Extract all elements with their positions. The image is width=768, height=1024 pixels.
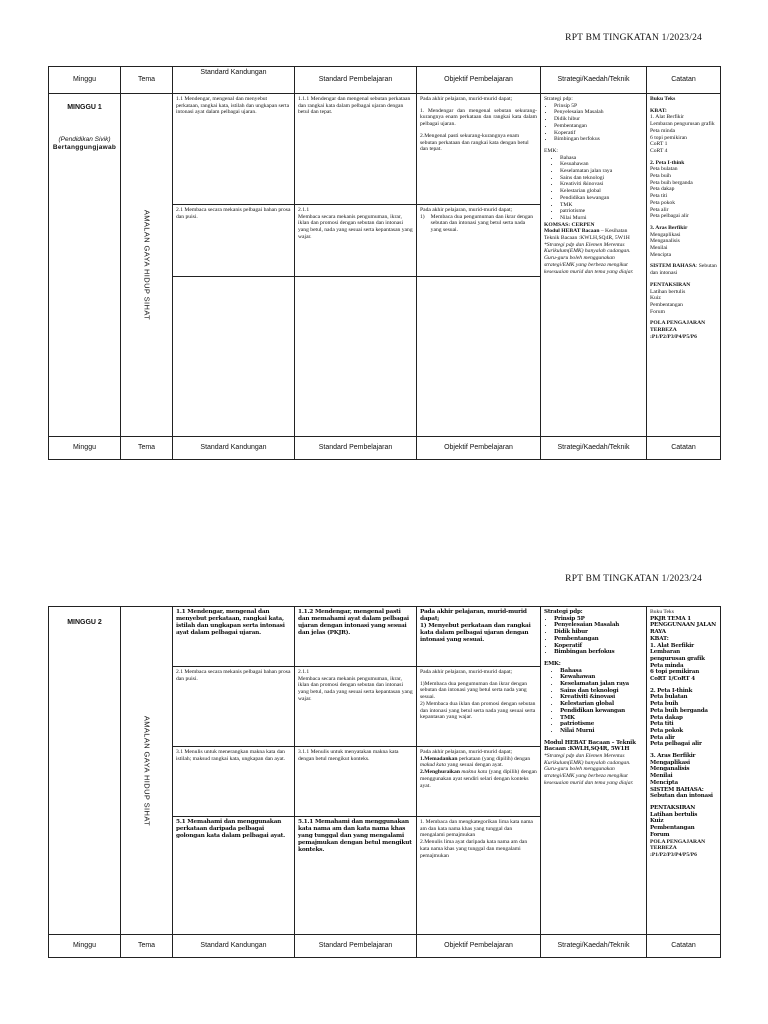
kbat-label: KBAT:: [650, 107, 667, 114]
footer-standard-pembelajaran: Standard Pembelajaran: [295, 935, 417, 958]
op-verb: 1.Memadankan: [420, 755, 458, 762]
list-item: • Pembentangan: [554, 636, 643, 643]
peta-heading: 2. Peta I-think: [650, 159, 685, 166]
list-item: Peta buih: [650, 701, 679, 708]
sk-cell-empty: [173, 277, 295, 437]
footer-catatan: Catatan: [647, 437, 721, 460]
op-line: Membaca dua pengumuman dan ikrar dengan sebutan dan intonasi yang betul serta nada yang sesuai.: [430, 213, 534, 234]
footer-minggu: Minggu: [49, 935, 121, 958]
list-item: • Kelestarian global: [560, 188, 643, 195]
list-item: 6 topi pemikiran: [650, 134, 687, 141]
sp-cell: 5.1.1 Memahami dan menggunakan kata nama am dan kata nama khas yang tunggal dan yang mengalami pemajmukan dengan betul mengikut konteks.: [295, 817, 417, 935]
document-title: RPT BM TINGKATAN 1/2023/24: [565, 33, 702, 43]
list-item: • Kreativiti &inovasi: [560, 181, 643, 188]
catatan-cell: [647, 607, 721, 935]
list-item: • TMK: [560, 715, 643, 722]
pdp-list: [544, 616, 643, 656]
list-item: • Bimbingan berfokus: [554, 136, 643, 143]
sp-cell: 1.1.2 Mendengar, mengenal pasti dan memahami ayat dalam pelbagai ujaran dengan intonasi yang sesuai dan jelas (PKJR).: [295, 607, 417, 667]
aras-heading: 3. Aras Berfikir: [650, 224, 688, 231]
list-item: Lembaran pengurusan grafik: [650, 121, 715, 128]
emk-list: [544, 155, 643, 222]
list-item: Peta titi: [650, 193, 668, 200]
op-text: perkataan (yang dipilih) dengan: [457, 755, 531, 762]
list-item: CoRT 1: [650, 141, 668, 148]
strategi-note: *Strategi pdp dan Elemen Merentas Kurikulum(EMK) hanyalah cadangan. Guru-guru boleh menggunakan strategi/EMK yang berbeza mengikut kesesuaian murid dan tema yang diajar.: [544, 753, 634, 786]
list-item: Latihan bertulis: [650, 811, 698, 818]
list-item: • Bahasa: [560, 668, 643, 675]
list-item: Menilai: [650, 773, 673, 780]
list-item: • Pendidikan kewangan: [560, 708, 643, 715]
footer-standard-kandungan: Standard Kandungan: [173, 935, 295, 958]
list-item: Forum: [650, 831, 670, 838]
tema-cell: [121, 607, 173, 935]
list-item: Mencipta: [650, 779, 678, 786]
footer-standard-pembelajaran: Standard Pembelajaran: [295, 437, 417, 460]
sk-cell: 3.1 Menulis untuk menerangkan makna kata dan istilah; maksud rangkai kata, ungkapan dan ayat.: [173, 747, 295, 817]
kbat-label: KBAT:: [650, 635, 669, 642]
list-item: Mencipta: [650, 251, 672, 258]
op-num: 1): [420, 213, 425, 220]
header-standard-kandungan: Standard Kandungan: [173, 67, 295, 94]
pola-value: :P1/P2/P3/P4/P5/P6: [650, 333, 697, 340]
footer-strategi: Strategi/Kaedah/Teknik: [541, 437, 647, 460]
list-item: • Prinsip 5P: [554, 616, 643, 623]
list-item: Forum: [650, 308, 665, 315]
list-item: Menilai: [650, 245, 668, 252]
pentaksiran-heading: PENTAKSIRAN: [650, 804, 696, 811]
pentaksiran-heading: PENTAKSIRAN: [650, 281, 691, 288]
pola-heading: POLA PENGAJARAN TERBEZA: [650, 838, 706, 852]
op-line: 2.Mengenal pasti sekurang-kurangnya enam sebutan perkataan dan rangkai kata dengan betul dan tepat.: [420, 132, 529, 153]
list-item: Peta bulatan: [650, 166, 678, 173]
sistem-heading: SISTEM BAHASA: [650, 263, 696, 270]
list-item: • Pembentangan: [554, 123, 643, 130]
op-text: (yang dipilih) dengan menggunakan ayat sendiri selari dengan konteks ayat.: [420, 769, 537, 789]
rpt-table-week-2: [48, 606, 721, 958]
sp-text: Membaca secara mekanis pengumuman, ikrar, iklan dan promosi dengan sebutan dan intonasi yang betul, nada yang sesuai serta kepantasan yang wajar.: [298, 675, 413, 702]
strategi-intro: Strategi pdp:: [544, 96, 573, 102]
footer-tema: Tema: [121, 935, 173, 958]
footer-standard-kandungan: Standard Kandungan: [173, 437, 295, 460]
op-line: 2) Membaca dua iklan dan promosi dengan sebutan dan intonasi yang betul serta nada yang sesuai serta kepantasan yang wajar.: [420, 700, 536, 721]
header-standard-pembelajaran: Standard Pembelajaran: [295, 67, 417, 94]
tema-label: AMALAN GAYA HIDUP SIHAT: [142, 715, 151, 826]
pola-heading: POLA PENGAJARAN TERBEZA: [650, 320, 706, 334]
op-line: 1. Mendengar dan mengenal sebutan sekurang-kurangnya enam perkataan dan rangkai kata dalam pelbagai ujaran.: [420, 107, 537, 128]
sp-code: 2.1.1: [298, 207, 310, 213]
list-item: Menganalisis: [650, 766, 690, 773]
sp-code: 2.1.1: [298, 669, 310, 675]
footer-objektif: Objektif Pembelajaran: [417, 935, 541, 958]
list-item: Latihan bertulis: [650, 288, 686, 295]
list-item: CoRT 1/CoRT 4: [650, 676, 695, 683]
op-cell: [417, 94, 541, 205]
footer-catatan: Catatan: [647, 935, 721, 958]
list-item: Kuiz: [650, 818, 664, 825]
strategi-cell: [541, 607, 647, 935]
list-item: Peta pokok: [650, 199, 676, 206]
list-item: • Sains dan teknologi: [560, 688, 643, 695]
sk-cell: 1.1 Mendengar, mengenal dan menyebut perkataan, rangkai kata, istilah dan ungkapan serta intonasi ayat dalam pelbagai ujaran.: [173, 607, 295, 667]
op-verb: 2.Menghuraikan: [420, 769, 460, 776]
komsas-label: KOMSAS: CERPEN: [544, 221, 595, 228]
list-item: • Keselamatan jalan raya: [560, 168, 643, 175]
teknik-label: Teknik Bacaan :KWLH,SQ4R, 5W1H: [544, 235, 630, 242]
buku-teks-label: Buku Teks: [650, 96, 676, 102]
list-item: Peta buih berganda: [650, 707, 708, 714]
list-item: • Kelestarian global: [560, 701, 643, 708]
buku-teks-label: Buku Teks: [650, 609, 674, 615]
footer-objektif: Objektif Pembelajaran: [417, 437, 541, 460]
list-item: Peta minda: [650, 127, 676, 134]
list-item: • Kreativiti &inovasi: [560, 694, 643, 701]
op-line: Pada akhir pelajaran, murid-murid dapat;: [420, 96, 513, 102]
sk-cell: 2.1 Membaca secara mekanis pelbagai bahan prosa dan puisi.: [173, 667, 295, 747]
header-tema: Tema: [121, 67, 173, 94]
op-line: Pada akhir pelajaran, murid-murid dapat;: [420, 609, 527, 622]
op-intro: Pada akhir pelajaran, murid-murid dapat;: [420, 749, 513, 755]
list-item: Kuiz: [650, 295, 661, 302]
list-item: • Pendidikan kewangan: [560, 195, 643, 202]
list-item: • Bimbingan berfokus: [554, 649, 643, 656]
list-item: • Penyelesaian Masalah: [554, 622, 643, 629]
list-item: Peta minda: [650, 662, 684, 669]
tema-label: AMALAN GAYA HIDUP SIHAT: [142, 209, 151, 321]
list-item: • Nilai Murni: [560, 215, 643, 222]
list-item: Peta buih berganda: [650, 179, 693, 186]
civic-label: (Pendidikan Sivik): [58, 136, 111, 144]
sistem-heading: SISTEM BAHASA:: [650, 786, 704, 793]
list-item: • Didik hibur: [554, 116, 643, 123]
sistem-value: : Sebutan dan intonasi: [650, 263, 717, 277]
alat-heading: 1. Alat Berfikir: [650, 642, 694, 649]
rpt-table-week-1: [48, 66, 721, 460]
list-item: Peta dakap: [650, 714, 683, 721]
table-row: [49, 607, 721, 667]
week-label: MINGGU 2: [67, 619, 102, 626]
op-cell-empty: [417, 277, 541, 437]
header-catatan: Catatan: [647, 67, 721, 94]
list-item: Mengaplikasi: [650, 231, 681, 238]
list-item: Peta alir: [650, 734, 675, 741]
sk-cell: 5.1 Memahami dan menggunakan perkataan daripada pelbagai golongan kata dalam pelbagai ayat.: [173, 817, 295, 935]
list-item: • Koperatif: [554, 130, 643, 137]
sp-cell: 3.1.1 Menulis untuk menyatakan makna kata dengan betul mengikut konteks.: [295, 747, 417, 817]
sp-cell: [295, 667, 417, 747]
modul-label: Modul HEBAT Bacaan – Teknik Bacaan :KWLH,SQ4R, 5W1H: [544, 739, 636, 753]
header-objektif: Objektif Pembelajaran: [417, 67, 541, 94]
peta-heading: 2. Peta I-think: [650, 687, 693, 694]
list-item: • Didik hibur: [554, 629, 643, 636]
list-item: • patriotisme: [560, 208, 643, 215]
list-item: Peta pelbagai alir: [650, 741, 702, 748]
footer-tema: Tema: [121, 437, 173, 460]
footer-strategi: Strategi/Kaedah/Teknik: [541, 935, 647, 958]
op-italic: makud kata: [420, 762, 446, 769]
list-item: 6 topi pemikiran: [650, 669, 700, 676]
list-item: • Prinsip 5P: [554, 103, 643, 110]
week-cell: [49, 94, 121, 437]
sp-cell: 1.1.1 Mendengar dan mengenal sebutan perkataan dan rangkai kata dalam pelbagai ujaran dengan betul dan tepat.: [295, 94, 417, 205]
sistem-value: Sebutan dan intonasi: [650, 793, 713, 800]
footer-minggu: Minggu: [49, 437, 121, 460]
pdp-list: [544, 103, 643, 143]
op-cell: [417, 607, 541, 667]
list-item: • Sains dan teknologi: [560, 175, 643, 182]
sk-cell: 2.1 Membaca secara mekanis pelbagai bahan prosa dan puisi.: [173, 205, 295, 277]
emk-title: EMK:: [544, 147, 558, 154]
week-cell: [49, 607, 121, 935]
list-item: Peta alir: [650, 206, 669, 213]
op-line: 1. Membaca dan mengkategorikan lima kata nama am dan kata nama khas yang tunggal dan mengalami pemajmukan: [420, 819, 533, 839]
op-line: 1)Membaca dua pengumuman dan ikrar dengan sebutan dan intonasi yang betul serta nada yang sesuai.: [420, 680, 528, 701]
list-item: Pembentangan: [650, 825, 695, 832]
list-item: Menganalisis: [650, 238, 680, 245]
list-item: Mengaplikasi: [650, 759, 690, 766]
list-item: Lembaran pengurusan grafik: [650, 649, 705, 662]
list-item: Peta buih: [650, 173, 671, 180]
op-cell: [417, 205, 541, 277]
list-item: Pembentangan: [650, 301, 683, 308]
strategi-note: *Strategi pdp dan Elemen Merentas Kurikulum(EMK) hanyalah cadangan. Guru-guru boleh menggunakan strategi/EMK yang berbeza mengikut kesesuaian murid dan tema yang diajar.: [544, 241, 634, 275]
op-cell: [417, 747, 541, 817]
tema-cell: [121, 94, 173, 437]
table-row: [49, 94, 721, 205]
header-minggu: Minggu: [49, 67, 121, 94]
op-line: 2.Menulis lima ayat daripada kata nama am dan kata nama khas yang tunggal dan mengalami pemajmukan: [420, 839, 528, 859]
list-item: Peta pokok: [650, 727, 683, 734]
list-item: • Nilai Murni: [560, 728, 643, 735]
document-title-2: RPT BM TINGKATAN 1/2023/24: [565, 574, 702, 584]
op-cell: [417, 667, 541, 747]
emk-list: [544, 668, 643, 735]
table-header-row: [49, 67, 721, 94]
table-footer-row: [49, 935, 721, 958]
list-item: • Bahasa: [560, 155, 643, 162]
op-intro: Pada akhir pelajaran, murid-murid dapat;: [420, 207, 513, 213]
modul-label: Modul HEBAT Bacaan: [544, 228, 600, 235]
alat-heading: 1. Alat Berfikir: [650, 114, 685, 121]
op-line: Pada akhir pelajaran, murid-murid dapat;: [420, 669, 513, 675]
table-footer-row: [49, 437, 721, 460]
list-item: Peta titi: [650, 721, 674, 728]
op-cell: [417, 817, 541, 935]
value-label: Bertanggungjawab: [52, 144, 117, 152]
list-item: • patriotisme: [560, 721, 643, 728]
header-strategi: Strategi/Kaedah/Teknik: [541, 67, 647, 94]
op-line: 1) Menyebut perkataan dan rangkai kata dalam pelbagai ujaran dengan intonasi yang sesuai.: [420, 622, 531, 643]
list-item: • Kewahawan: [560, 674, 643, 681]
strategi-intro: Strategi pdp:: [544, 609, 583, 615]
sp-text: Membaca secara mekanis pengumuman, ikrar, iklan dan promosi dengan sebutan dan intonasi yang betul, nada yang sesuai serta kepantasan yang wajar.: [298, 213, 413, 240]
op-text: yang sesuai dengan ayat.: [445, 762, 503, 769]
strategi-cell: [541, 94, 647, 437]
op-italic: makna kata: [459, 769, 488, 776]
list-item: Peta dakap: [650, 186, 675, 193]
sp-cell: [295, 205, 417, 277]
list-item: CoRT 4: [650, 147, 668, 154]
aras-heading: 3. Aras Berfikir: [650, 753, 696, 760]
pola-value: :P1/P2/P3/P4/P5/P6: [650, 851, 697, 858]
pkjr-label: PKJR TEMA 1 PENGGUNAAN JALAN RAYA: [650, 615, 717, 636]
sk-cell: 1.1 Mendengar, mengenal dan menyebut perkataan, rangkai kata, istilah dan ungkapan serta intonasi ayat dalam pelbagai ujaran.: [173, 94, 295, 205]
list-item: • TMK: [560, 202, 643, 209]
catatan-cell: [647, 94, 721, 437]
sp-cell-empty: [295, 277, 417, 437]
week-label: MINGGU 1: [67, 104, 102, 111]
list-item: • Penyelesaian Masalah: [554, 109, 643, 116]
list-item: • Keselamatan jalan raya: [560, 681, 643, 688]
modul-suffix: – Kesihatan: [599, 228, 628, 235]
list-item: Peta pelbagai alir: [650, 213, 689, 220]
emk-title: EMK:: [544, 660, 561, 667]
list-item: • Kesuahawan: [560, 161, 643, 168]
list-item: • Koperatif: [554, 643, 643, 650]
list-item: Peta bulatan: [650, 694, 688, 701]
